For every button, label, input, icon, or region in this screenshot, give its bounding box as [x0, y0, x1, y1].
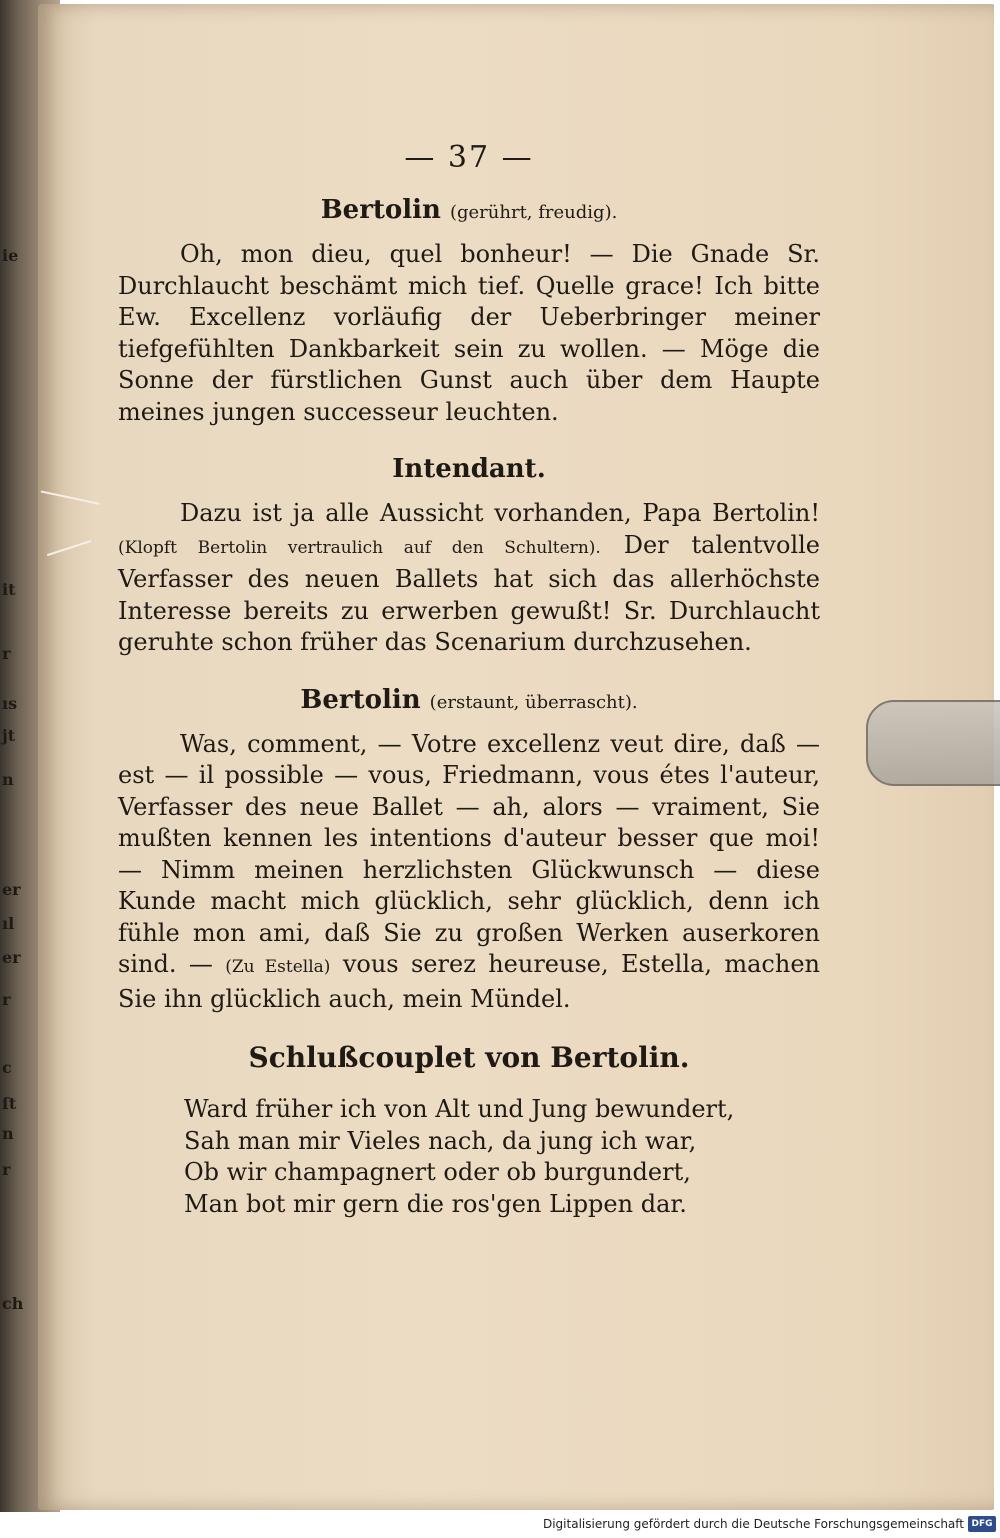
speaker-heading [118, 195, 820, 225]
margin-letter: r [2, 990, 11, 1009]
stage-direction: (Klopft Bertolin vertraulich auf den Schultern). [118, 537, 601, 558]
margin-letter: ıs [2, 694, 18, 713]
verse-block [184, 1094, 820, 1220]
page-text [118, 140, 820, 1220]
stage-direction: (Zu Estella) [225, 957, 331, 977]
margin-letter: n [2, 770, 14, 789]
stage-direction: (gerührt, freudig). [449, 202, 618, 223]
speech-text: Was, comment, — Votre excellenz veut dire, daß — est — il possible — vous, Friedmann, vous étes l'auteur, Verfasser des neue Ballet — ah, alors — vraiment, Sie mußten kennen les intentions d'auteur besser que moi! — Nimm meinen herzlichsten Glückwunsch — diese Kunde macht mich glücklich, sehr glücklich, denn ich fühle mon ami, daß Sie zu großen Werken auserkoren sind. — [118, 729, 820, 978]
margin-letter: jt [2, 726, 16, 745]
speech-paragraph [118, 498, 820, 659]
stage-direction: (erstaunt, überrascht). [429, 691, 638, 713]
speech-text: Der talentvolle Verfasser des neuen Ballets hat sich das allerhöchste Interesse bereits zu erwerben gewußt! Sr. Durchlaucht geruhte schon früher das Scenarium durchzusehen. [118, 530, 820, 656]
margin-letter: c [2, 1058, 12, 1077]
page-number: — 37 — [404, 140, 534, 175]
margin-letter: it [2, 580, 16, 599]
speech-paragraph: Oh, mon dieu, quel bonheur! — Die Gnade Sr. Durchlaucht beschämt mich tief. Quelle grace! Ich bitte Ew. Excellenz vorläufig der Ueberbringer meiner tiefgefühlten Dankbarkeit sein zu wollen. — Möge die Sonne der fürstlichen Gunst auch über dem Haupte meines jungen successeur leuchten. [118, 240, 820, 426]
margin-letter: er [2, 880, 21, 899]
footer-bar [0, 1512, 1000, 1538]
speech-paragraph [118, 729, 820, 1016]
dfg-logo-icon: DFG [968, 1516, 996, 1532]
margin-letter: r [2, 1160, 11, 1179]
verse-line: Man bot mir gern die ros'gen Lippen dar. [184, 1189, 687, 1218]
funding-credit: Digitalisierung gefördert durch die Deutsche Forschungsgemeinschaft [542, 1517, 964, 1531]
speech-text: vous serez heureuse, Estella, machen Sie ihn glücklich auch, mein Mündel. [118, 950, 820, 1013]
verse-line: Ob wir champagnert oder ob burgundert, [184, 1158, 691, 1186]
verse-line: Sah man mir Vieles nach, da jung ich war, [184, 1126, 697, 1155]
speaker-name: Intendant. [392, 454, 546, 484]
margin-letter: ch [2, 1294, 24, 1313]
margin-letter: ie [2, 246, 19, 265]
section-heading: Schlußcouplet von Bertolin. [248, 1041, 690, 1074]
margin-letter: er [2, 948, 21, 967]
speaker-heading [118, 685, 820, 715]
margin-letter: ıl [2, 914, 15, 933]
margin-letter: n [2, 1124, 14, 1143]
scan-clip-tab [866, 700, 1000, 786]
speech-text: Dazu ist ja alle Aussicht vorhanden, Papa Bertolin! [180, 499, 820, 527]
speaker-name: Bertolin [320, 195, 441, 225]
speaker-name: Bertolin [300, 684, 421, 715]
margin-letter: ſt [2, 1094, 17, 1113]
verse-line: Ward früher ich von Alt und Jung bewundert, [184, 1095, 735, 1123]
speaker-heading [118, 454, 820, 484]
adjacent-page-letters [0, 0, 24, 1512]
margin-letter: r [2, 644, 11, 663]
